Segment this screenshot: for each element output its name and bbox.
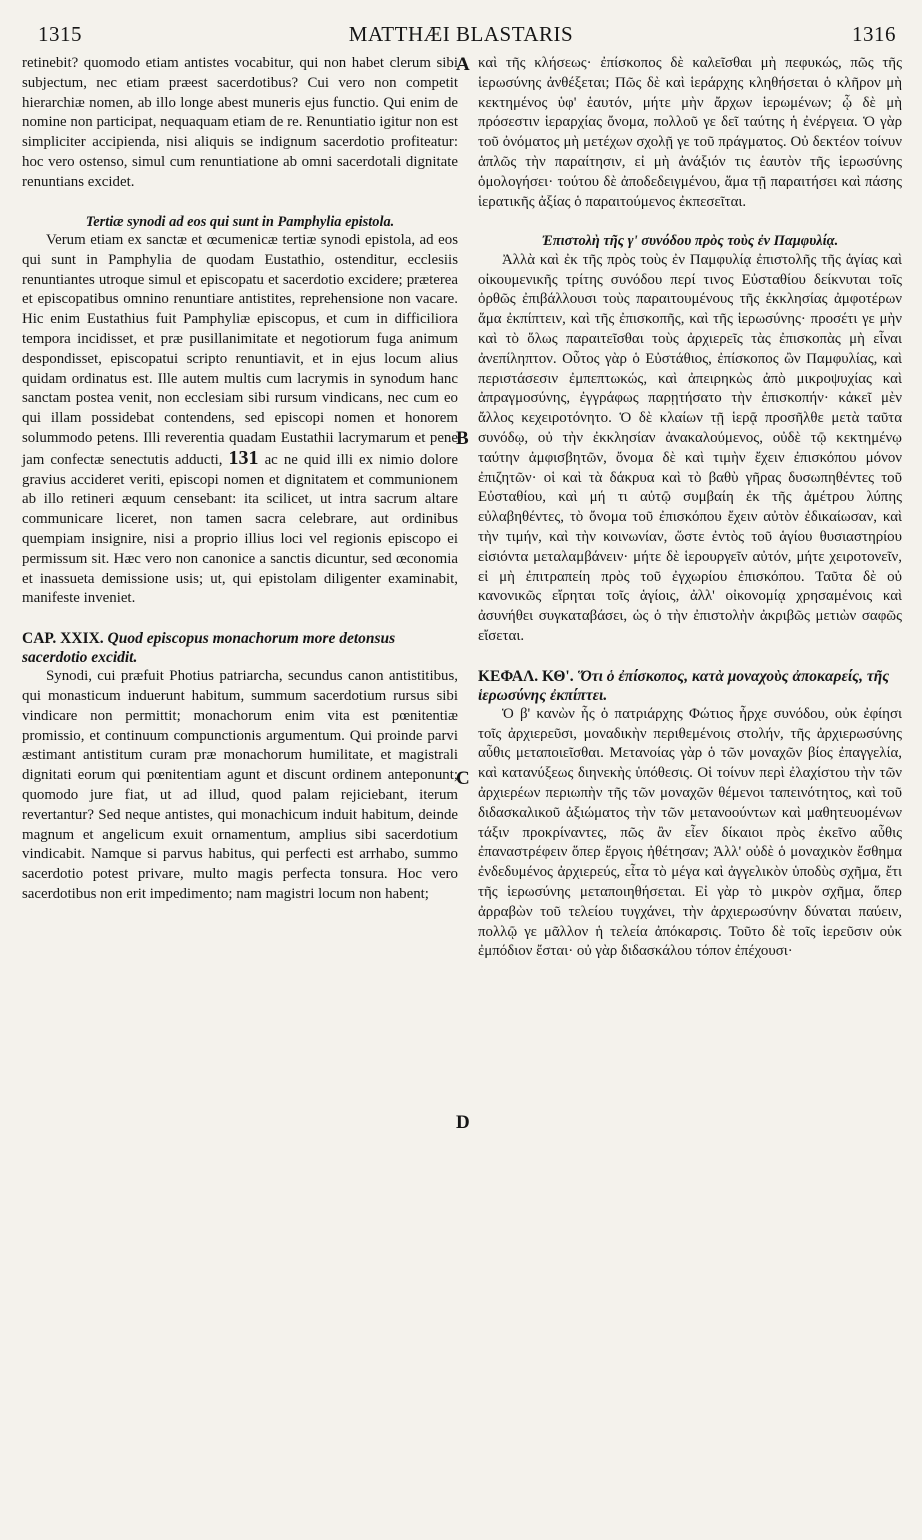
spacer xyxy=(22,609,458,629)
greek-section-title-epistole: Ἐπιστολὴ τῆς γ' συνόδου πρὸς τοὺς ἐν Παμφυλίᾳ. xyxy=(541,233,839,250)
margin-marker-a: A xyxy=(456,54,470,75)
greek-chapter-label: ΚΕΦΑΛ. ΚΘ'. xyxy=(478,667,574,685)
running-header xyxy=(0,16,922,46)
greek-chapter-heading xyxy=(478,667,902,705)
spacer xyxy=(478,647,902,667)
latin-chapter-heading xyxy=(22,629,458,667)
latin-chapter-title: Quod episcopus monachorum more detonsus sacerdotio excidit. xyxy=(22,630,396,667)
greek-paragraph-3: Ὁ β' κανὼν ἧς ὁ πατριάρχης Φώτιος ἦρχε συνόδου, οὐκ ἐφίησι τοῖς ἀρχιερεῦσι, μοναδικὴν περιθεμένοις στολήν, τῆς ἀρχιερωσύνης αὖθις μεταποιεῖσθαι. Μετανοίας γὰρ ὁ τῶν μοναχῶν βίος ἐπαγγελία, καὶ κατανύξεως διηνεκὴς ὑπόθεσις. Οἱ τοίνυν περὶ ἐλαχίστου τὴν τῶν ἀρχιερέων περιωπὴν τῆς τῶν μοναχῶν θέμενοι ταπεινότητος, καὶ τοῦ διδασκαλικοῦ ἀξιώματος τὴν τῶν μετανοούντων καὶ μαθητευομένων τάξιν προκρίναντες, πῶς ἂν εἶεν δίκαιοι πρὸς ἐκεῖνο αὖθις ἐπαναστρέφειν ὅπερ ἔργοις ἠθέτησαν; Ἀλλ' οὐδὲ ὁ μοναχικὸν ἔσθημα ἐνδεδυμένος ἀρχιερεύς, εἶτα τὸ μέγα καὶ ἀγγελικὸν ὑποδὺς σχῆμα, ἔτι τῆς ἱερωσύνης μεταποιηθήσεται. Εἰ γὰρ τὸ μικρὸν σχῆμα, ὅπερ ἀρραβὼν τοῦ τελείου τυγχάνει, τὴν ἀρχιερωσύνην δύναται παύειν, πολλῷ γε μᾶλλον ἡ τελεία ἀπόκαρσις. Τοῦτο δὲ τοῖς ἱερεῦσιν οὐκ ἐμπόδιον ἔσται· οὐ γὰρ διδασκάλου τόπον ἐπέχουσι· xyxy=(478,705,902,960)
spacer xyxy=(22,193,458,213)
latin-paragraph-2 xyxy=(22,231,458,609)
folio-number: 131 xyxy=(228,446,259,469)
greek-column xyxy=(478,54,902,962)
spacer xyxy=(478,212,902,232)
greek-paragraph-1: καὶ τῆς κλήσεως· ἐπίσκοπος δὲ καλεῖσθαι μὴ πεφυκώς, πῶς τῆς ἱερωσύνης ἀνθέξεται; Πῶς δὲ καὶ ἱεράρχης κληθήσεται ὁ κλῆρον μὴ κεκτημένος ὑφ' ἑαυτόν, μήτε μὴν ἄρχων ἱερωμένων; ᾧ δὲ μὴ πρόσεστιν ἱεραρχίας ὄνομα, πολλοῦ γε δεῖ ταύτης ἡ ἐνέργεια. Ὁ γὰρ τοῦ ὀνόματος μὴ μετέχων σχολῇ γε τοῦ πράγματος. Οὐ δεκτέον τοίνυν ἁπλῶς τὴν παραίτησιν, εἰ μὴ ἀνάξιόν τις ἑαυτὸν τῆς ἱερωσύνης ὁμολογήσει· τούτου δὲ ἀποδεδειγμένου, ἅμα τῇ παραιτήσει καὶ πάσης ἱερατικῆς ἀξίας ὁ παραιτούμενος ἐκπεσεῖται. xyxy=(478,55,902,210)
latin-paragraph-1: retinebit? quomodo etiam antistes vocabitur, qui non habet clerum sibi subjectum, nec etiam præest sacerdotibus? Cui vero non competit hierarchiæ nomen, ab illo longe abest muneris ejus functio. Qui enim de nomine non participat, nequaquam etiam de re. Renuntiatio igitur non est simpliciter accipienda, nisi aliquis se indignum sacerdotio profiteatur: hoc vero ostenso, simul cum renuntiatione ab omni sacerdotali dignitate renuntians excidet. xyxy=(22,55,458,190)
margin-marker-c: C xyxy=(456,768,470,789)
right-page-number: 1316 xyxy=(852,22,896,46)
left-page-number: 1315 xyxy=(38,22,82,46)
margin-marker-d: D xyxy=(456,1112,470,1133)
running-title: MATTHÆI BLASTARIS xyxy=(348,22,574,46)
latin-section-title-epistola: Tertiæ synodi ad eos qui sunt in Pamphylia epistola. xyxy=(85,213,395,230)
latin-paragraph-2-a: Verum etiam ex sanctæ et œcumenicæ tertiæ synodi epistola, ad eos qui sunt in Pamphylia de quodam Eustathio, ostenditur, ecclesiis renuntiantes utroque simul et episcopatu et sacerdotio excidere; præterea et episcopatibus omnino renuntiare antistites, reprehensione non vacare. Hic enim Eustathius fuit Pamphyliæ episcopus, et cum in difficiliora tempora incidisset, et præ pusillanimitate et negotiorum fuga animum despondisset, episcopatui scripto renuntiavit, et in ejus locum alius quidam ordinatus est. Ille autem multis cum lacrymis in synodum hanc sanctam postea venit, non ecclesiam sibi rursum vindicans, nec cum eo qui illam possidebat contendens, sed episcopi nomen et honorem solummodo petens. Illi reverentia quadam Eustathii lacrymarum et pene jam confectæ senectutis adducti, xyxy=(22,232,458,468)
latin-column xyxy=(22,54,458,905)
greek-chapter-title: Ὅτι ὁ ἐπίσκοπος, κατὰ μοναχοὺς ἀποκαρείς, τῆς ἱερωσύνης ἐκπίπτει. xyxy=(478,667,890,704)
latin-paragraph-3: Synodi, cui præfuit Photius patriarcha, secundus canon antistitibus, qui monasticum induerunt habitum, summum sacerdotium rursus sibi vindicare non permittit; monachorum enim vita est pœnitentiæ promissio, et continuum compunctionis argumentum. Qui proinde parvi æstimant antistitum curam præ monachorum humilitate, et magistrali dignitati eorum qui pœnitentiam agunt et discunt ordinem anteponunt; quomodo jure fiat, ut ad illud, quod palam rejiciebant, iterum revertantur? Sed neque antistes, qui monachicum induit habitum, deinde magnum et angelicum exuit ornamentum, amplius sibi sacerdotium vindicabit. Namque si parvus habitus, qui perfecti est arrhabo, summo sacerdotio potest privare, multo magis perfecta tonsura. Hoc vero sacerdotibus non erit impedimento; nam magistri locum non habent; xyxy=(22,668,458,902)
greek-paragraph-2: Ἀλλὰ καὶ ἐκ τῆς πρὸς τοὺς ἐν Παμφυλίᾳ ἐπιστολῆς τῆς ἁγίας καὶ οἰκουμενικῆς τρίτης συνόδου περί τινος Εὐσταθίου δείκνυται τοῖς ὀρθῶς ἐπιβάλλουσι τοὺς παραιτουμένους τῆς ἐκκλησίας ἀμφοτέρων ἅμα ἐκπίπτειν, καὶ τῆς ἐπισκοπῆς, καὶ τῆς ἱερωσύνης· προσέτι γε μὴν καὶ τὸ ὅλως παραιτεῖσθαι τοὺς ἀρχιερεῖς τὰς ἐπισκοπὰς μὴ εἶναι ἀνεπίληπτον. Οὗτος γὰρ ὁ Εὐστάθιος, ἐπίσκοπος ὢν Παμφυλίας, καὶ περιστάσεσιν ἐμπεπτωκώς, καὶ ἀπειρηκὼς ἀπὸ μικροψυχίας καὶ ἀπραγμοσύνης, ἐγγράφως παρῃτήσατο τὴν ἐπισκοπήν· κἀκεῖ μὲν ἄλλος κεχειροτόνητο. Ὁ δὲ κλαίων τῇ ἱερᾷ προσῆλθε μετὰ ταῦτα συνόδῳ, οὐ τὴν ἐκκλησίαν ἀνακαλούμενος, οὐδὲ τῷ κεκτημένῳ ταύτην ἀμφισβητῶν, ὄνομα δὲ καὶ τιμὴν ἔχειν ἐπισκόπου μόνον ἐπιζητῶν· οἱ καὶ τὰ δάκρυα καὶ τὸ βαθὺ γῆρας δυσωπηθέντες τοῦ Εὐσταθίου, καὶ μή τι αὐτῷ συμβαίη ἐκ τῆς ἀμέτρου λύπης εὐλαβηθέντες, τὸ ὄνομα τοῦ ἐπισκόπου ἔχειν αὐτὸν ἐδικαίωσαν, καὶ τὴν τιμήν, καὶ τὴν κοινωνίαν, ὥστε ἐντὸς τοῦ ἁγίου θυσιαστηρίου εἰσιόντα μεταλαμβάνειν· μήτε δὲ ἱερουργεῖν αὐτόν, μήτε χειροτονεῖν, εἰ μὴ ἐπιτραπείη πρὸς τοῦ ἐγχωρίου ἐπισκόπου. Ταῦτα δὲ οὐ κανονικῶς εἴρηται τοῖς ἁγίοις, ἀλλ' οἰκονομίᾳ χρησαμένοις καὶ ἀσυνήθει συγκαταβάσει, ὡς ὁ τὴν ἐπιστολὴν ἀκριβῶς μετιὼν σαφῶς εἴσεται. xyxy=(478,251,902,645)
margin-marker-b: B xyxy=(456,428,469,449)
latin-paragraph-2-b: ac ne quid illi ex nimio dolore gravius accideret veriti, episcopi nomen et dignitatem et communionem ab illo retineri æquum censebant: ita scilicet, ut intra sacrum altare communicare liceret, non tamen sacra celebrare, aut ordinibus quempiam insignire, nisi a proprio illius loci vel regionis episcopo ei permissum sit. Hæc vero non canonice a sanctis dicuntur, sed œconomia et inassueta demissione usis; ut, qui epistolam diligenter examinabit, manifeste inveniet. xyxy=(22,451,458,607)
latin-chapter-label: CAP. XXIX. xyxy=(22,630,104,648)
